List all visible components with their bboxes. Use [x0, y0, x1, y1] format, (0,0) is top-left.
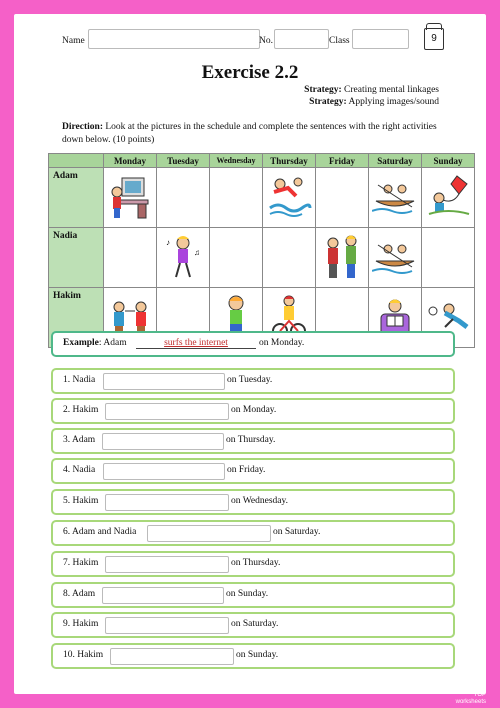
- strategy-1: [304, 85, 439, 95]
- rowing-picture: [369, 168, 422, 228]
- question-suffix: on Saturday.: [273, 527, 321, 537]
- empty-cell: [210, 168, 263, 228]
- question-row: [51, 428, 455, 454]
- question-prefix: 6. Adam and Nadia: [63, 527, 137, 537]
- strategy-2: [309, 97, 439, 107]
- question-row: [51, 489, 455, 515]
- answer-field[interactable]: [102, 433, 224, 450]
- empty-cell: [104, 228, 157, 288]
- question-prefix: 9. Hakim: [63, 619, 99, 629]
- question-row: [51, 582, 455, 608]
- direction-text: Look at the pictures in the schedule and complete the sentences with the right activities down below. (10 points): [62, 122, 437, 145]
- svg-text:♫: ♫: [194, 247, 200, 257]
- empty-cell: [210, 228, 263, 288]
- example-prefix: Adam: [103, 338, 127, 348]
- answer-field[interactable]: [110, 648, 234, 665]
- answer-field[interactable]: [102, 587, 224, 604]
- person-name: Hakim: [49, 288, 104, 348]
- question-row: [51, 458, 455, 484]
- strategy-2-text: Applying images/sound: [348, 97, 439, 107]
- question-row: [51, 551, 455, 577]
- day-header: Wednesday: [210, 154, 263, 168]
- answer-field[interactable]: [105, 403, 229, 420]
- empty-cell: [263, 228, 316, 288]
- question-prefix: 8. Adam: [63, 589, 96, 599]
- day-header: Friday: [316, 154, 369, 168]
- person-name: Nadia: [49, 228, 104, 288]
- question-suffix: on Tuesday.: [227, 375, 273, 385]
- answer-field[interactable]: [105, 556, 229, 573]
- swimming-picture: [263, 168, 316, 228]
- svg-text:♪: ♪: [166, 237, 170, 247]
- question-suffix: on Sunday.: [236, 650, 279, 660]
- example-text: Example: Adam: [63, 338, 127, 348]
- person-name: Adam: [49, 168, 104, 228]
- name-label: Name: [62, 36, 85, 46]
- page-title: Exercise 2.2: [201, 62, 299, 83]
- footer-bottom: worksheets: [455, 699, 486, 705]
- question-row: [51, 643, 455, 669]
- schedule-table: [48, 153, 475, 348]
- answer-field[interactable]: [147, 525, 271, 542]
- direction: [62, 121, 442, 147]
- number-field[interactable]: [274, 29, 329, 49]
- question-prefix: 1. Nadia: [63, 375, 96, 385]
- question-prefix: 10. Hakim: [63, 650, 104, 660]
- question-suffix: on Thursday.: [226, 435, 276, 445]
- name-field[interactable]: [88, 29, 260, 49]
- question-row: [51, 520, 455, 546]
- question-suffix: on Monday.: [231, 405, 277, 415]
- day-header: Saturday: [369, 154, 422, 168]
- question-prefix: 4. Nadia: [63, 465, 96, 475]
- question-prefix: 7. Hakim: [63, 558, 99, 568]
- question-prefix: 5. Hakim: [63, 496, 99, 506]
- answer-field[interactable]: [103, 373, 225, 390]
- empty-cell: [157, 168, 210, 228]
- question-suffix: on Friday.: [227, 465, 266, 475]
- question-suffix: on Wednesday.: [231, 496, 289, 506]
- rowing-picture: [369, 228, 422, 288]
- no-label: No.: [259, 36, 273, 46]
- page-number-badge: 9: [424, 28, 444, 50]
- day-header: Monday: [104, 154, 157, 168]
- day-header: Tuesday: [157, 154, 210, 168]
- class-label: Class: [329, 36, 350, 46]
- kite-flying-picture: [422, 168, 475, 228]
- question-suffix: on Saturday.: [231, 619, 279, 629]
- day-header: Sunday: [422, 154, 475, 168]
- question-suffix: on Sunday.: [226, 589, 269, 599]
- footer-top: TOP: [473, 692, 486, 698]
- question-suffix: on Thursday.: [231, 558, 281, 568]
- example-row: [51, 331, 455, 357]
- empty-cell: [316, 168, 369, 228]
- day-header: Thursday: [263, 154, 316, 168]
- question-prefix: 2. Hakim: [63, 405, 99, 415]
- strategy-1-text: Creating mental linkages: [344, 85, 439, 95]
- strategy-1-label: Strategy:: [304, 85, 342, 95]
- footer-logo: [456, 692, 486, 706]
- direction-label: Direction:: [62, 122, 103, 132]
- empty-cell: [422, 228, 475, 288]
- question-row: [51, 398, 455, 424]
- corner-cell: [49, 154, 104, 168]
- example-suffix: on Monday.: [259, 338, 305, 348]
- friends-walking-picture: [316, 228, 369, 288]
- question-prefix: 3. Adam: [63, 435, 96, 445]
- question-row: [51, 368, 455, 394]
- singing-picture: [157, 228, 210, 288]
- answer-field[interactable]: [103, 463, 225, 480]
- question-row: [51, 612, 455, 638]
- example-answer: [136, 338, 256, 349]
- answer-field[interactable]: [105, 494, 229, 511]
- example-answer-text: surfs the internet: [164, 338, 228, 348]
- example-label: Example: [63, 338, 99, 348]
- answer-field[interactable]: [105, 617, 229, 634]
- class-field[interactable]: [352, 29, 409, 49]
- computer-user-picture: [104, 168, 157, 228]
- strategy-2-label: Strategy:: [309, 97, 347, 107]
